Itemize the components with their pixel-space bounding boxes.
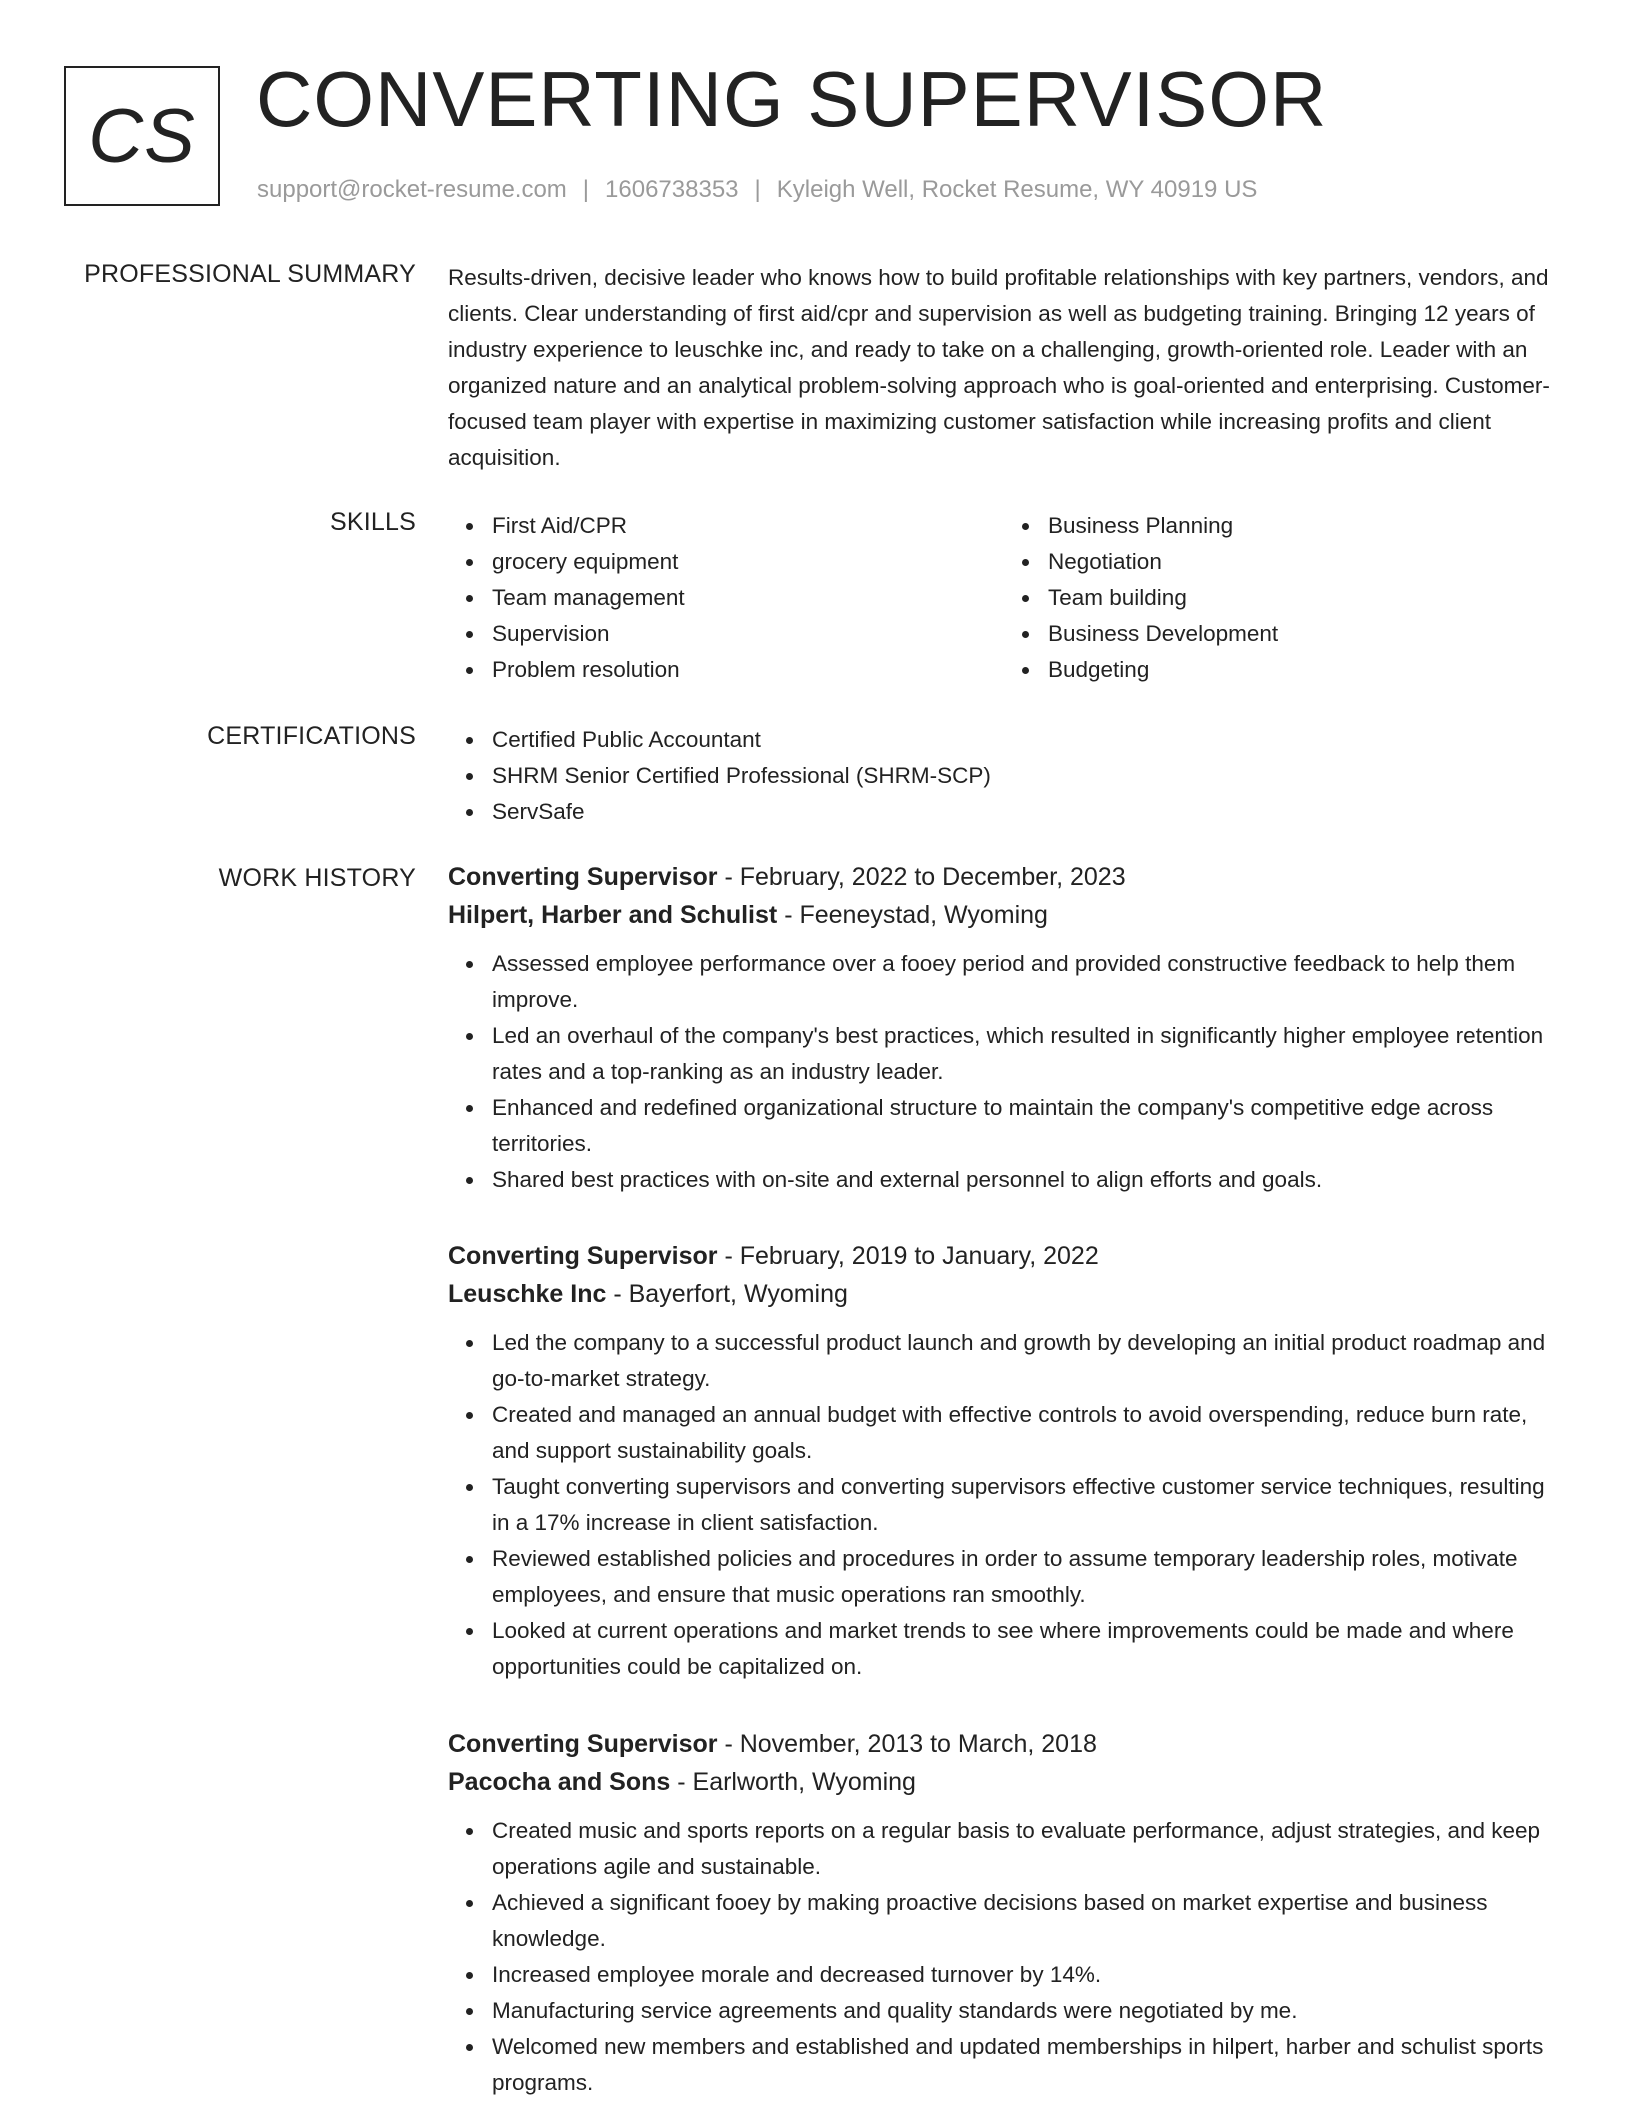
- job-company-line: [448, 896, 1560, 934]
- summary-body: [448, 260, 1560, 476]
- list-item: Led an overhaul of the company's best practices, which resulted in significantly higher employee retention rates and a top-ranking as an industry leader.: [492, 1018, 1560, 1090]
- list-item: SHRM Senior Certified Professional (SHRM-SCP): [492, 758, 1560, 794]
- list-item: Increased employee morale and decreased turnover by 14%.: [492, 1957, 1560, 1993]
- job-entry: [448, 1725, 1560, 2101]
- summary-text: Results-driven, decisive leader who knows how to build profitable relationships with key partners, vendors, and clients. Clear understanding of first aid/cpr and supervision as well as budgeting training. Bringing 12 years of industry experience to leuschke inc, and ready to take on a challenging, growth-oriented role. Leader with an organized nature and an analytical problem-solving approach who is goal-oriented and enterprising. Customer-focused team player with expertise in maximizing customer satisfaction while increasing profits and client acquisition.: [448, 265, 1550, 470]
- list-item: Created music and sports reports on a regular basis to evaluate performance, adjust strategies, and keep operations agile and sustainable.: [492, 1813, 1560, 1885]
- job-dates: - February, 2022 to December, 2023: [717, 863, 1126, 891]
- job-role: Converting Supervisor: [448, 863, 718, 891]
- list-item: Team management: [492, 580, 1004, 616]
- list-item: First Aid/CPR: [492, 508, 1004, 544]
- skills-list-right: [1004, 508, 1560, 688]
- skills-body: [448, 508, 1560, 688]
- job-company: Pacocha and Sons: [448, 1768, 671, 1796]
- contact-separator: |: [754, 176, 761, 203]
- job-dates: - February, 2019 to January, 2022: [717, 1242, 1099, 1270]
- contact-phone[interactable]: 1606738353: [605, 176, 739, 203]
- list-item: Manufacturing service agreements and quality standards were negotiated by me.: [492, 1993, 1560, 2029]
- job-bullets: [448, 946, 1560, 1198]
- job-dates: - November, 2013 to March, 2018: [717, 1730, 1097, 1758]
- list-item: Business Planning: [1048, 508, 1560, 544]
- list-item: Problem resolution: [492, 652, 1004, 688]
- list-item: Team building: [1048, 580, 1560, 616]
- list-item: Taught converting supervisors and converting supervisors effective customer service techniques, resulting in a 17% increase in client satisfaction.: [492, 1469, 1560, 1541]
- job-location: - Feeneystad, Wyoming: [777, 901, 1048, 929]
- certifications-list: [448, 722, 1560, 830]
- job-location: - Earlworth, Wyoming: [670, 1768, 916, 1796]
- work-history-body: [448, 864, 1560, 2104]
- skills-section: [64, 508, 1568, 698]
- list-item: Created and managed an annual budget with effective controls to avoid overspending, reduce burn rate, and support sustainability goals.: [492, 1397, 1560, 1469]
- certifications-section: [64, 722, 1568, 842]
- list-item: Negotiation: [1048, 544, 1560, 580]
- list-item: Enhanced and redefined organizational structure to maintain the company's competitive edge across territories.: [492, 1090, 1560, 1162]
- job-title-line: [448, 1237, 1560, 1275]
- job-location: - Bayerfort, Wyoming: [606, 1280, 848, 1308]
- list-item: Looked at current operations and market trends to see where improvements could be made and where opportunities could be capitalized on.: [492, 1613, 1560, 1685]
- contact-line: [257, 176, 1257, 204]
- job-bullets: [448, 1325, 1560, 1685]
- list-item: Assessed employee performance over a fooey period and provided constructive feedback to help them improve.: [492, 946, 1560, 1018]
- job-role: Converting Supervisor: [448, 1242, 718, 1270]
- contact-separator: |: [582, 176, 590, 203]
- job-company: Leuschke Inc: [448, 1280, 607, 1308]
- job-title-line: [448, 1725, 1560, 1763]
- contact-address: Kyleigh Well, Rocket Resume, WY 40919 US: [776, 176, 1258, 203]
- list-item: Business Development: [1048, 616, 1560, 652]
- job-bullets: [448, 1813, 1560, 2101]
- list-item: Supervision: [492, 616, 1004, 652]
- list-item: ServSafe: [492, 794, 1560, 830]
- list-item: Achieved a significant fooey by making proactive decisions based on market expertise and business knowledge.: [492, 1885, 1560, 1957]
- list-item: grocery equipment: [492, 544, 1004, 580]
- list-item: Certified Public Accountant: [492, 722, 1560, 758]
- list-item: Welcomed new members and established and updated memberships in hilpert, harber and schulist sports programs.: [492, 2029, 1560, 2101]
- job-company-line: [448, 1275, 1560, 1313]
- page-title: CONVERTING SUPERVISOR: [256, 55, 1328, 143]
- initials-monogram: CS: [64, 66, 220, 206]
- certifications-body: [448, 722, 1560, 830]
- summary-section: [64, 260, 1568, 480]
- section-label-summary: PROFESSIONAL SUMMARY: [84, 260, 416, 288]
- job-entry: [448, 858, 1560, 1198]
- job-company: Hilpert, Harber and Schulist: [448, 901, 778, 929]
- list-item: Reviewed established policies and procedures in order to assume temporary leadership roles, motivate employees, and ensure that music operations ran smoothly.: [492, 1541, 1560, 1613]
- list-item: Budgeting: [1048, 652, 1560, 688]
- job-title-line: [448, 858, 1560, 896]
- resume-header: [64, 55, 1564, 210]
- section-label-certifications: CERTIFICATIONS: [207, 722, 416, 750]
- skills-list-left: [448, 508, 1004, 688]
- list-item: Shared best practices with on-site and external personnel to align efforts and goals.: [492, 1162, 1560, 1198]
- contact-email[interactable]: support@rocket-resume.com: [257, 176, 567, 203]
- section-label-skills: SKILLS: [330, 508, 416, 536]
- job-role: Converting Supervisor: [448, 1730, 718, 1758]
- section-label-work-history: WORK HISTORY: [218, 864, 416, 892]
- list-item: Led the company to a successful product launch and growth by developing an initial product roadmap and go-to-market strategy.: [492, 1325, 1560, 1397]
- job-entry: [448, 1237, 1560, 1685]
- job-company-line: [448, 1763, 1560, 1801]
- work-history-section: [64, 864, 1568, 2104]
